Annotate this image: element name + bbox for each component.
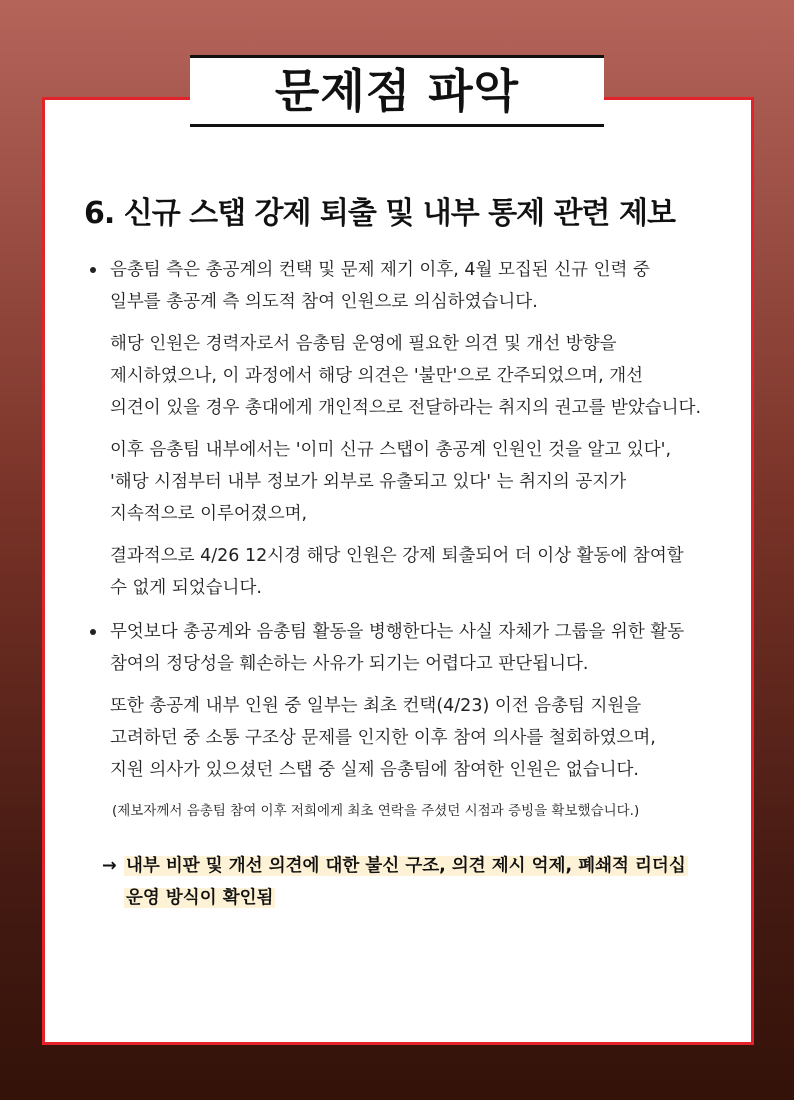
text-line: '해당 시점부터 내부 정보가 외부로 유출되고 있다' 는 취지의 공지가	[110, 472, 627, 492]
conclusion	[102, 850, 688, 914]
text-line: 음총팀 측은 총공계의 컨택 및 문제 제기 이후, 4월 모집된 신규 인력 중	[110, 260, 650, 280]
text-line: 이후 음총팀 내부에서는 '이미 신규 스탭이 총공계 인원인 것을 알고 있다',	[110, 440, 672, 460]
section-heading: 6. 신규 스탭 강제 퇴출 및 내부 통제 관련 제보	[84, 196, 675, 231]
conclusion-line-2: 운영 방식이 확인됨	[126, 888, 274, 908]
text-line: 수 없게 되었습니다.	[110, 578, 262, 598]
text-line: 고려하던 중 소통 구조상 문제를 인지한 이후 참여 의사를 철회하였으며,	[110, 728, 656, 748]
paragraph-3	[110, 540, 684, 604]
conclusion-line-2-wrap	[102, 882, 688, 914]
bullet-dot	[90, 629, 96, 635]
text-line: 해당 인원은 경력자로서 음총팀 운영에 필요한 의견 및 개선 방향을	[110, 334, 617, 354]
text-line: 지속적으로 이루어졌으며,	[110, 504, 308, 524]
text-line: 참여의 정당성을 훼손하는 사유가 되기는 어렵다고 판단됩니다.	[110, 654, 589, 674]
text-line: 결과적으로 4/26 12시경 해당 인원은 강제 퇴출되어 더 이상 활동에 참여할	[110, 546, 684, 566]
text-line: 제시하였으나, 이 과정에서 해당 의견은 '불만'으로 간주되었으며, 개선	[110, 366, 644, 386]
text-line: 지원 의사가 있으셨던 스탭 중 실제 음총팀에 참여한 인원은 없습니다.	[110, 760, 639, 780]
paragraph-2	[110, 434, 671, 530]
page-title: 문제점 파악	[274, 64, 520, 118]
text-line: 무엇보다 총공계와 음총팀 활동을 병행한다는 사실 자체가 그룹을 위한 활동	[110, 622, 685, 642]
bullet-dot	[90, 267, 96, 273]
text-line: 또한 총공계 내부 인원 중 일부는 최초 컨택(4/23) 이전 음총팀 지원을	[110, 696, 642, 716]
text-line: 의견이 있을 경우 총대에게 개인적으로 전달하라는 취지의 권고를 받았습니다.	[110, 398, 702, 418]
text-line: 일부를 총공계 측 의도적 참여 인원으로 의심하였습니다.	[110, 292, 538, 312]
paragraph-1	[110, 328, 701, 424]
conclusion-line-1: 내부 비판 및 개선 의견에 대한 불신 구조, 의견 제시 억제, 폐쇄적 리더십	[126, 856, 686, 876]
footnote: (제보자께서 음총팀 참여 이후 저희에게 최초 연락을 주셨던 시점과 증빙을 확보했습니다.)	[112, 803, 640, 819]
paragraph-4	[110, 690, 656, 786]
arrow-right-icon: →	[102, 856, 117, 876]
bullet-paragraph-2	[110, 616, 684, 680]
title-banner	[190, 55, 604, 127]
bullet-paragraph-1	[110, 254, 650, 318]
